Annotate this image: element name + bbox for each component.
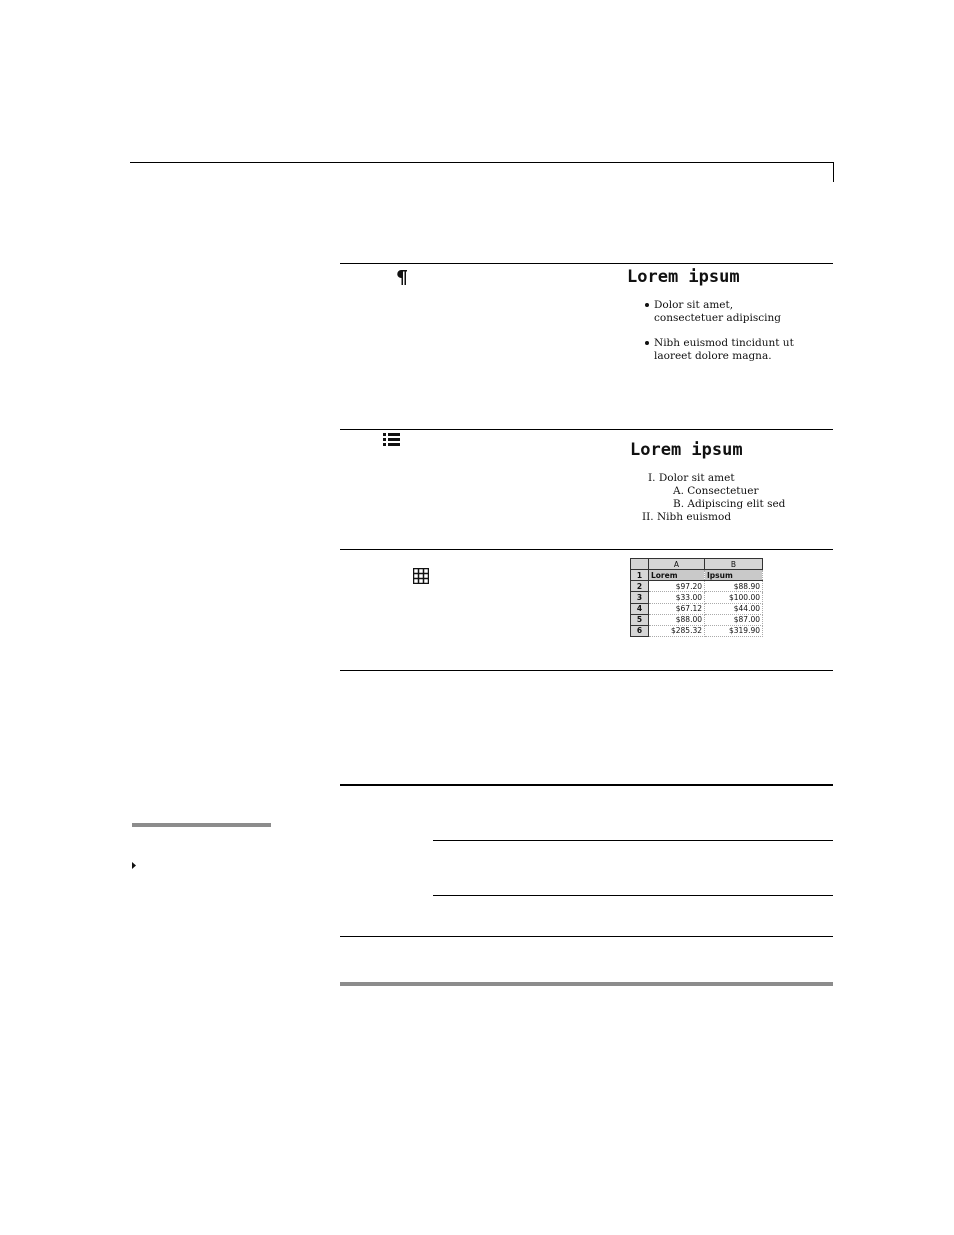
value-cell: $88.00	[649, 614, 705, 625]
bullet-line: Nibh euismod tincidunt ut	[654, 337, 794, 349]
spreadsheet-sample	[630, 558, 763, 637]
outline-item: II. Nibh euismod	[642, 511, 732, 523]
sheet-corner	[631, 559, 649, 570]
column-header: B	[705, 559, 763, 570]
value-cell: $285.32	[649, 625, 705, 636]
outline-item: B. Adipiscing elit sed	[673, 498, 786, 510]
page-header-rule	[130, 162, 834, 163]
row-header: 2	[631, 581, 649, 592]
lower-table-row-rule	[340, 936, 833, 937]
outline-item: A. Consectetuer	[673, 485, 759, 497]
table-grid-icon	[413, 568, 429, 584]
triangle-right-icon	[132, 856, 136, 863]
sample-title: Lorem ipsum	[627, 267, 740, 287]
lower-table-sub-rule	[433, 840, 833, 841]
table-top-rule	[340, 263, 833, 264]
bullet-line: consectetuer adipiscing	[654, 312, 781, 324]
row-header: 3	[631, 592, 649, 603]
bulleted-list-icon	[383, 433, 400, 446]
value-cell: $88.90	[705, 581, 763, 592]
row-header: 6	[631, 625, 649, 636]
row-header: 5	[631, 614, 649, 625]
lower-table-bottom-bar	[340, 982, 833, 986]
value-cell: $87.00	[705, 614, 763, 625]
row-header: 1	[631, 570, 649, 581]
table-row-rule	[340, 549, 833, 550]
value-cell: $33.00	[649, 592, 705, 603]
column-header: A	[649, 559, 705, 570]
bullet-dot	[645, 303, 649, 307]
value-cell: $44.00	[705, 603, 763, 614]
lower-table-sub-rule	[433, 895, 833, 896]
page-header-tick	[833, 162, 834, 182]
value-cell: $319.90	[705, 625, 763, 636]
outline-item: I. Dolor sit amet	[648, 472, 735, 484]
table-row-rule	[340, 429, 833, 430]
value-cell: $100.00	[705, 592, 763, 603]
bullet-line: laoreet dolore magna.	[654, 350, 772, 362]
value-cell: $97.20	[649, 581, 705, 592]
bullet-dot	[645, 341, 649, 345]
sidebar-gray-bar	[132, 823, 271, 827]
sample-title: Lorem ipsum	[630, 440, 743, 460]
bullet-line: Dolor sit amet,	[654, 299, 734, 311]
table-bottom-rule	[340, 670, 833, 671]
lower-table-top-rule	[340, 784, 833, 786]
pilcrow-icon	[396, 269, 408, 286]
value-cell: $67.12	[649, 603, 705, 614]
header-cell: Ipsum	[705, 570, 763, 581]
header-cell: Lorem	[649, 570, 705, 581]
row-header: 4	[631, 603, 649, 614]
